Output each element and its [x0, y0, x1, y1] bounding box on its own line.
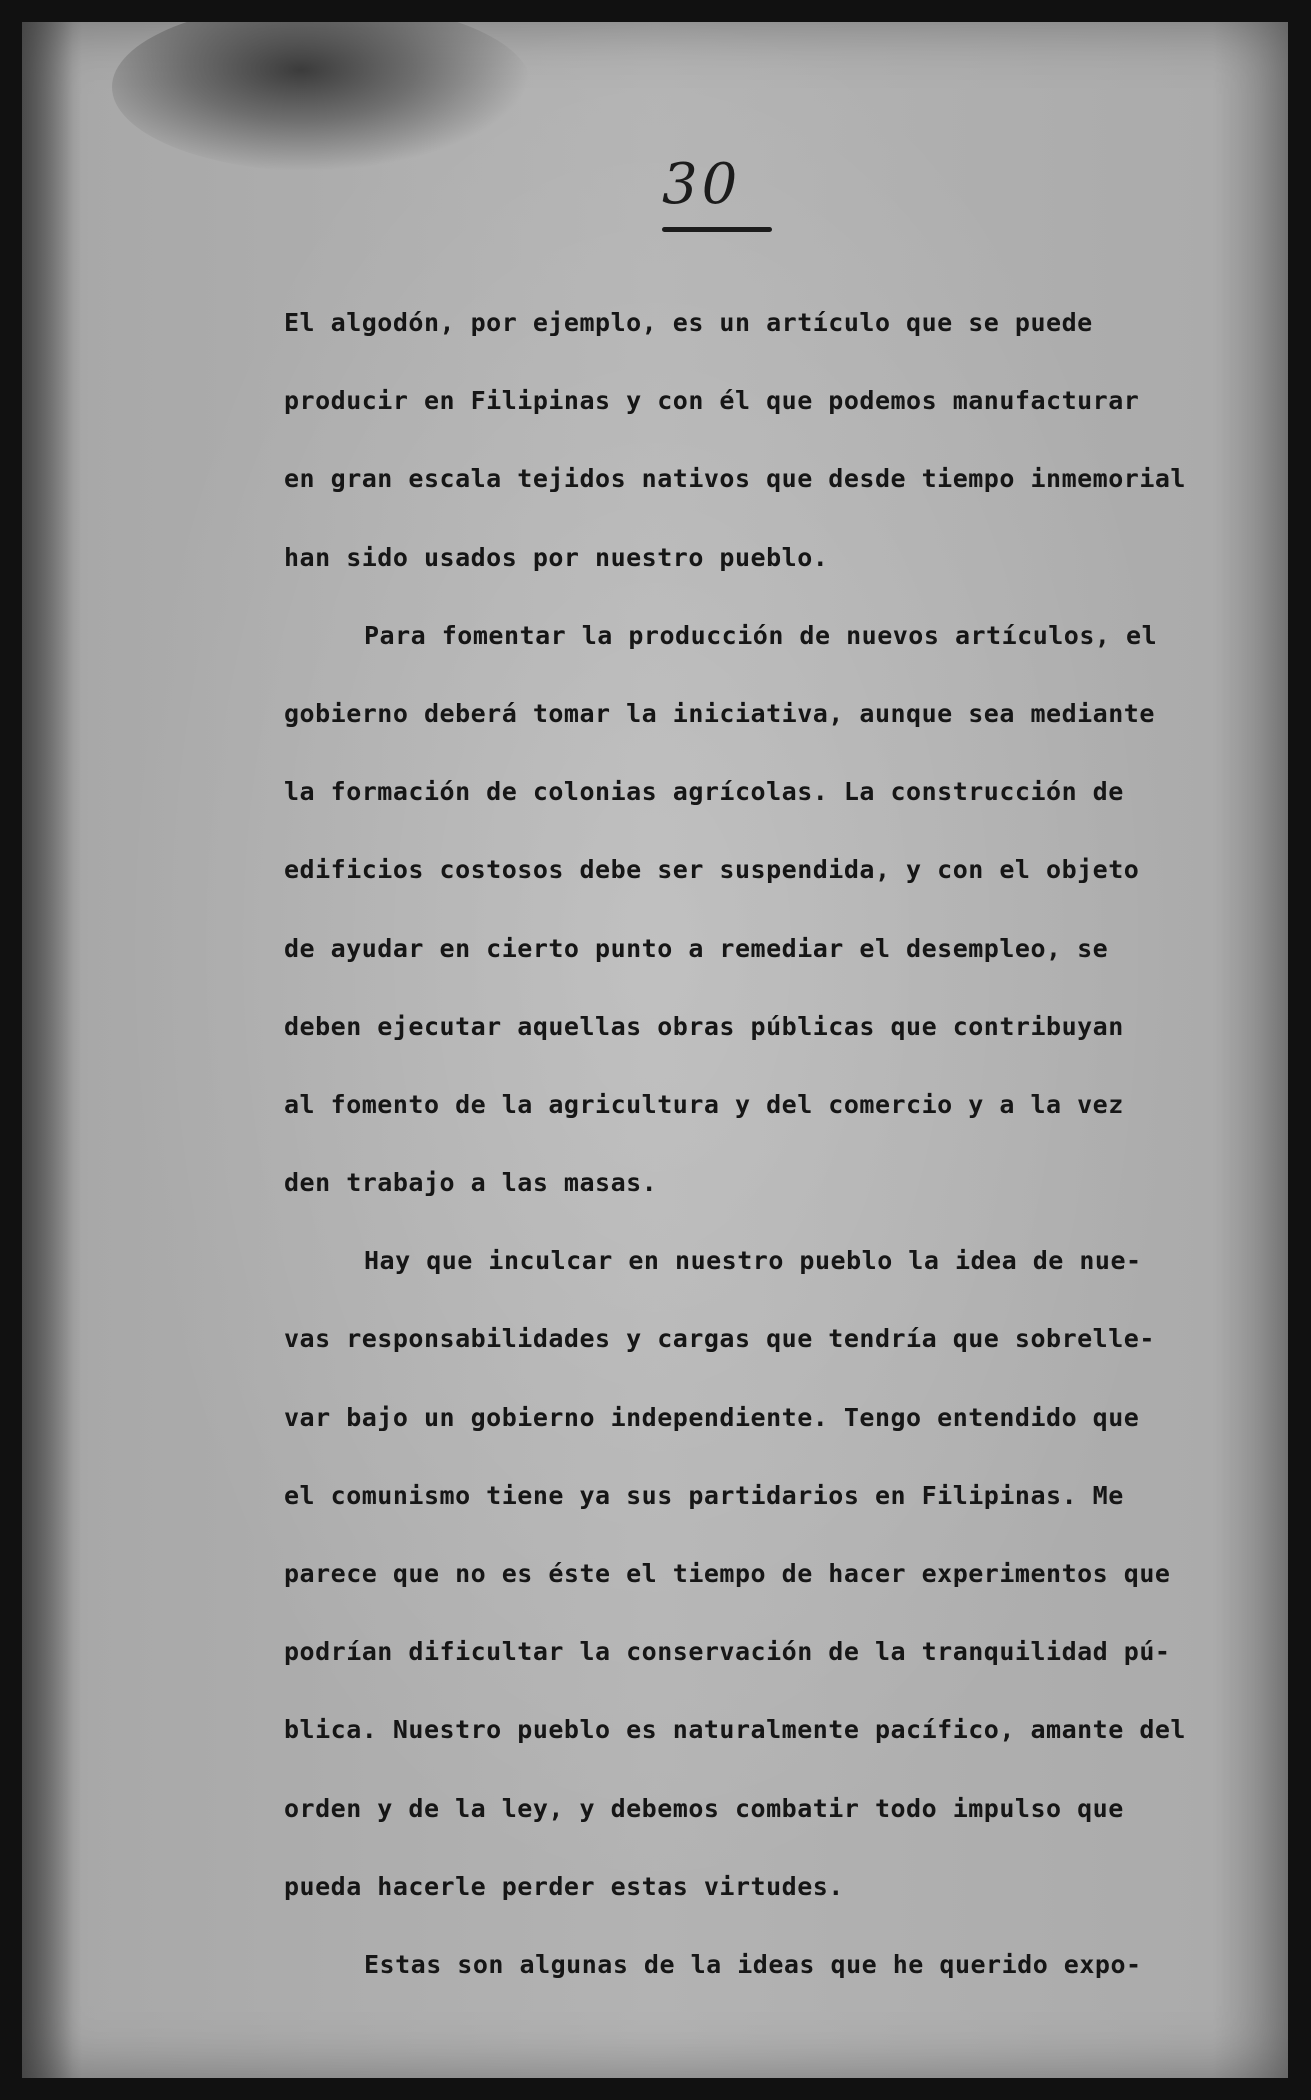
typed-text-body [284, 284, 1244, 2004]
page-number: 30 [662, 152, 742, 217]
text-line: han sido usados por nuestro pueblo. [284, 542, 829, 572]
text-line: gobierno deberá tomar la iniciativa, aunque sea mediante [284, 698, 1155, 728]
text-line: de ayudar en cierto punto a remediar el desempleo, se [284, 933, 1109, 963]
text-line: orden y de la ley, y debemos combatir todo impulso que [284, 1793, 1124, 1823]
text-line: deben ejecutar aquellas obras públicas que contribuyan [284, 1011, 1124, 1041]
page-number-underline [662, 227, 772, 232]
text-line: al fomento de la agricultura y del comercio y a la vez [284, 1089, 1124, 1119]
text-line: edificios costosos debe ser suspendida, y con el objeto [284, 855, 1140, 885]
paragraph-first-line: Estas son algunas de la ideas que he querido expo- [364, 1949, 1142, 1979]
paragraph-first-line: Para fomentar la producción de nuevos artículos, el [364, 620, 1158, 650]
ink-stain [112, 22, 532, 172]
document-page [22, 22, 1288, 2078]
text-line: pueda hacerle perder estas virtudes. [284, 1871, 844, 1901]
text-line: var bajo un gobierno independiente. Tengo entendido que [284, 1402, 1140, 1432]
text-line: producir en Filipinas y con él que podemos manufacturar [284, 386, 1140, 416]
text-line: podrían dificultar la conservación de la tranquilidad pú- [284, 1637, 1171, 1667]
text-line: parece que no es éste el tiempo de hacer experimentos que [284, 1559, 1171, 1588]
text-line: el comunismo tiene ya sus partidarios en Filipinas. Me [284, 1480, 1124, 1510]
text-line: El algodón, por ejemplo, es un artículo que se puede [284, 308, 1093, 337]
paragraph-first-line: Hay que inculcar en nuestro pueblo la idea de nue- [364, 1246, 1142, 1276]
text-line: la formación de colonias agrícolas. La construcción de [284, 777, 1124, 807]
text-line: blica. Nuestro pueblo es naturalmente pacífico, amante del [284, 1715, 1186, 1745]
page-edge-shadow [22, 22, 82, 2078]
text-line: vas responsabilidades y cargas que tendría que sobrelle- [284, 1324, 1155, 1354]
text-line: en gran escala tejidos nativos que desde tiempo inmemorial [284, 464, 1186, 494]
text-line: den trabajo a las masas. [284, 1168, 658, 1198]
